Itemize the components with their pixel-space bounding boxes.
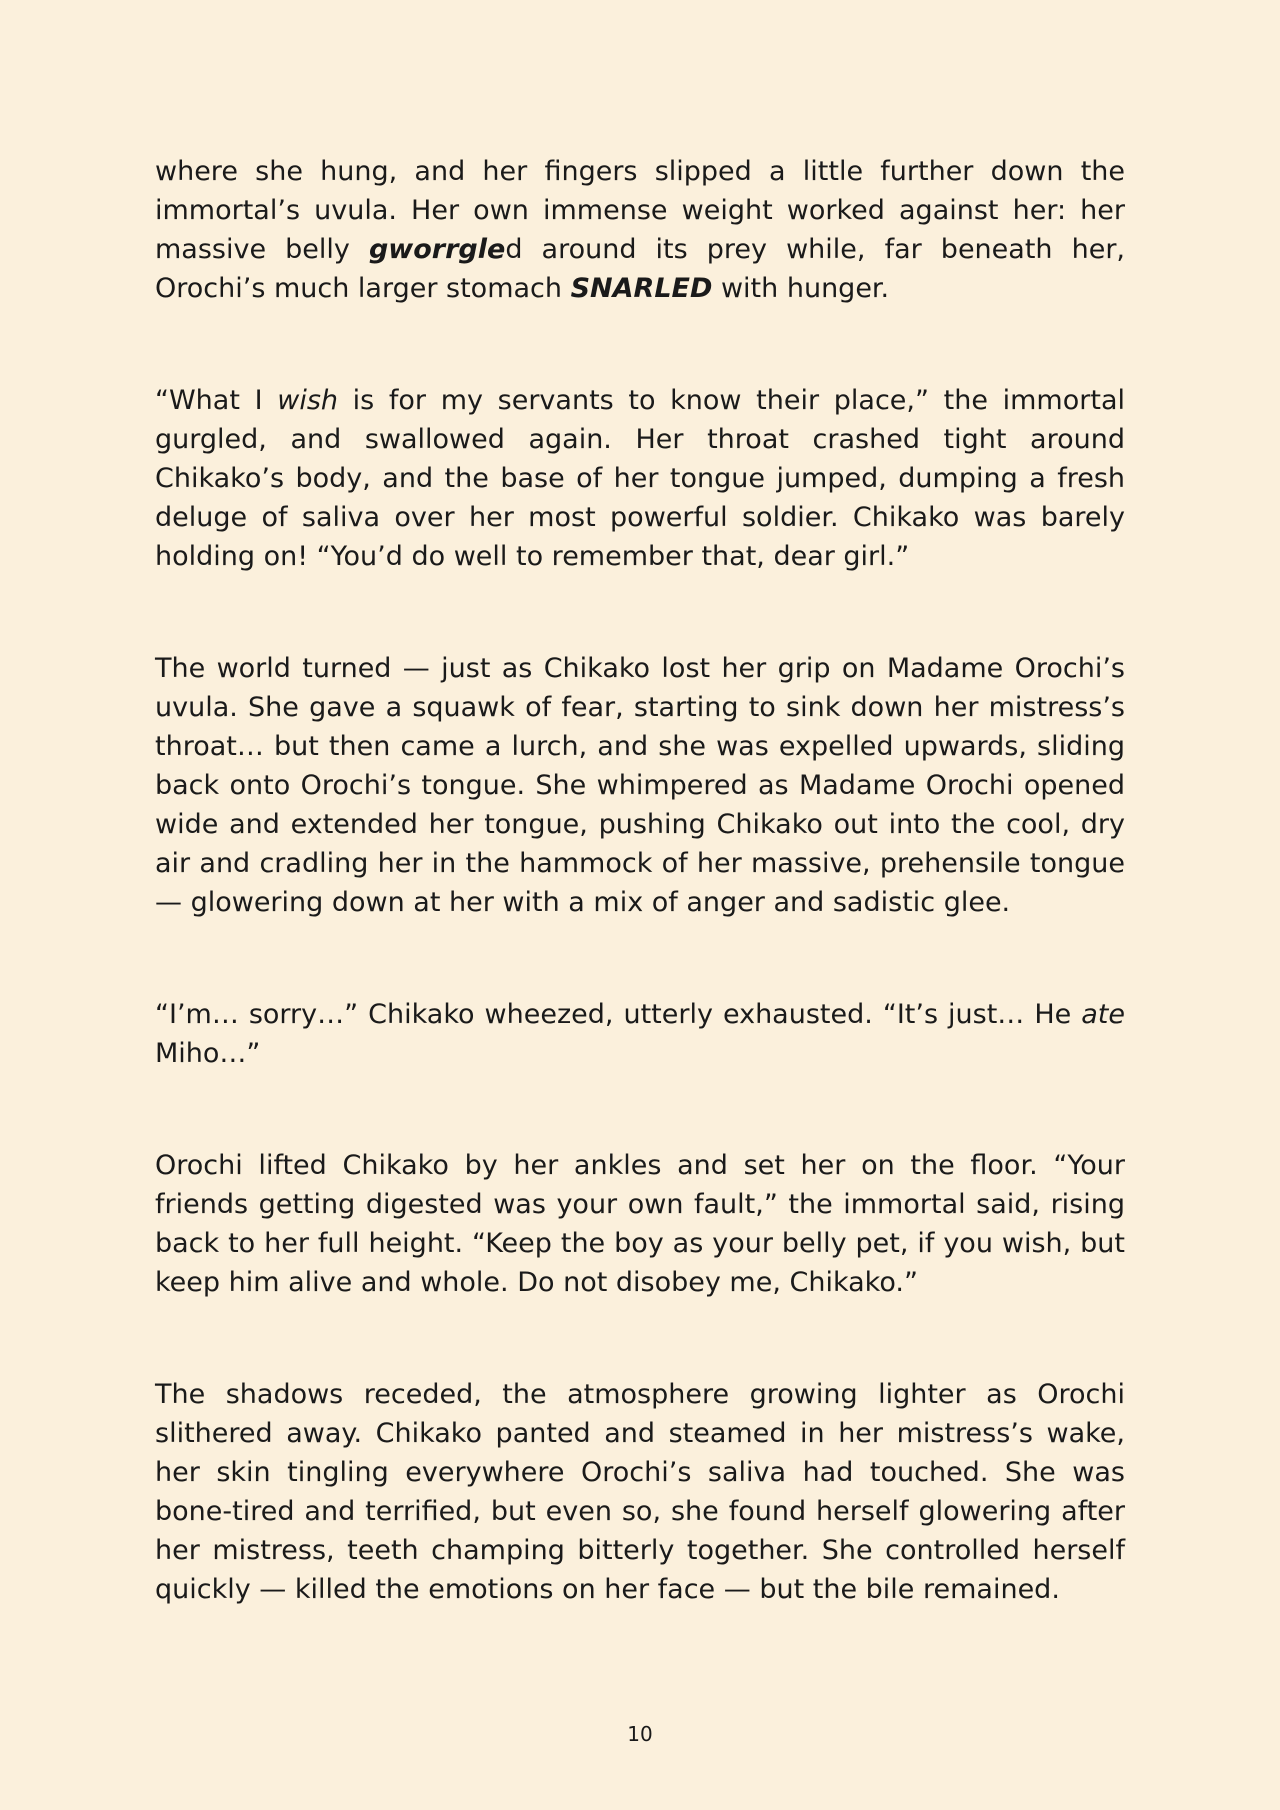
paragraph-1-emphasis-snarled: SNARLED [570, 273, 713, 304]
paragraph-1-text-1: where she hung, and her fingers slipped a little further down the immortal’s uvula. Her own immense weight worked against her: her massive belly [155, 156, 1125, 265]
page-body [155, 152, 1125, 1609]
paragraph-6 [155, 1375, 1125, 1609]
paragraph-5 [155, 1146, 1125, 1302]
page-number: 10 [627, 1722, 653, 1746]
paragraph-1 [155, 152, 1125, 308]
paragraph-1-text-2: d around its prey while, far beneath her, Orochi’s much larger stomach [155, 234, 1126, 304]
paragraph-4-text-1: “I’m… sorry…” Chikako wheezed, utterly exhausted. “It’s just… He [155, 999, 1082, 1030]
paragraph-2-text-2: is for my servants to know their place,” the immortal gurgled, and swallowed again. Her throat crashed tight around Chikako’s body, and the base of her tongue jumped, dumping a fresh deluge of saliva over her most powerful soldier. Chikako was barely holding on! “You’d do well to remember that, dear girl.” [155, 385, 1125, 572]
paragraph-5-text-1: Orochi lifted Chikako by her ankles and set her on the floor. “Your friends getting digested was your own fault,” the immortal said, rising back to her full height. “Keep the boy as your belly pet, if you wish, but keep him alive and whole. Do not disobey me, Chikako.” [155, 1150, 1125, 1298]
paragraph-2-text-1: “What I [155, 385, 278, 416]
paragraph-4-emphasis-ate: ate [1081, 999, 1125, 1030]
paragraph-4 [155, 995, 1125, 1073]
paragraph-4-text-2: Miho…” [155, 1038, 261, 1069]
paragraph-1-text-3: with hunger. [712, 273, 890, 304]
paragraph-6-text-1: The shadows receded, the atmosphere growing lighter as Orochi slithered away. Chikako panted and steamed in her mistress’s wake, her skin tingling everywhere Orochi’s saliva had touched. She was bone-tired and terrified, but even so, she found herself glowering after her mistress, teeth champing bitterly together. She controlled herself quickly — killed the emotions on her face — but the bile remained. [155, 1379, 1125, 1605]
paragraph-3 [155, 649, 1125, 922]
paragraph-2-emphasis-wish: wish [277, 385, 338, 416]
paragraph-2 [155, 381, 1125, 576]
paragraph-1-emphasis-gworrgle: gworrgle [368, 234, 506, 265]
paragraph-3-text-1: The world turned — just as Chikako lost her grip on Madame Orochi’s uvula. She gave a squawk of fear, starting to sink down her mistress’s throat… but then came a lurch, and she was expelled upwards, sliding back onto Orochi’s tongue. She whimpered as Madame Orochi opened wide and extended her tongue, pushing Chikako out into the cool, dry air and cradling her in the hammock of her massive, prehensile tongue — glowering down at her with a mix of anger and sadistic glee. [155, 653, 1125, 918]
